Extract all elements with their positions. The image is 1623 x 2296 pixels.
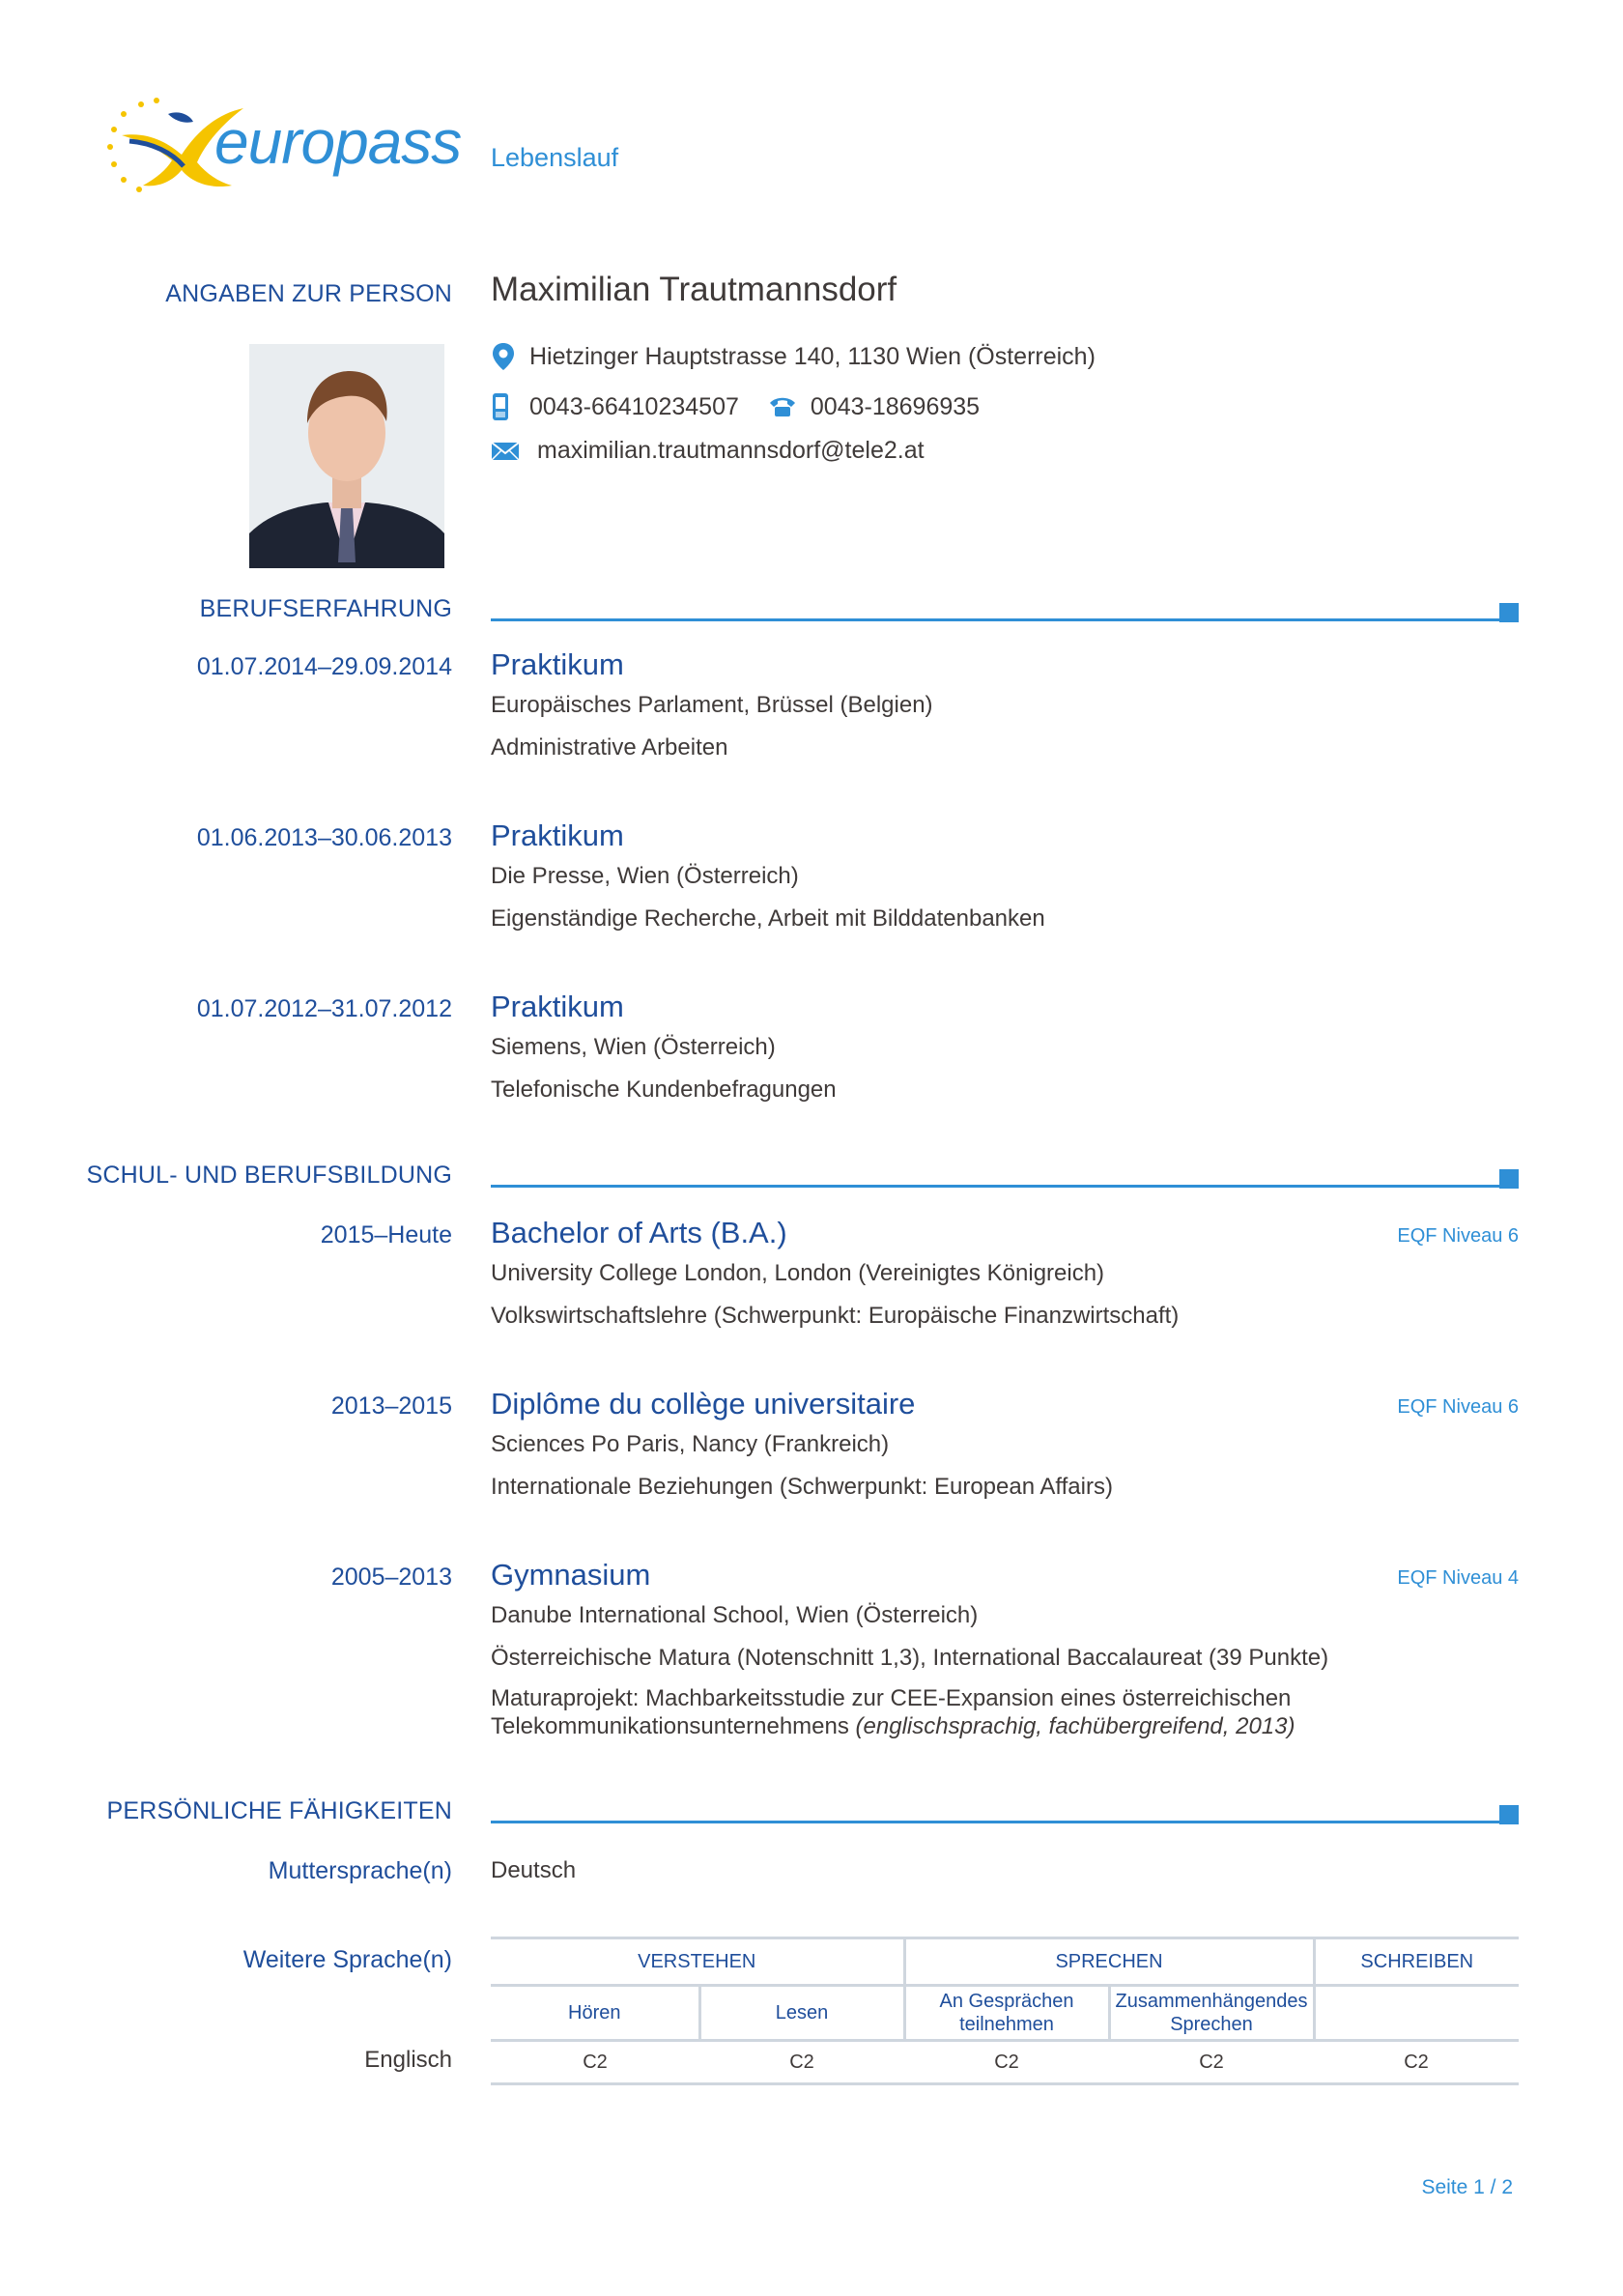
level-cell: C2: [491, 2041, 699, 2084]
experience-desc: Eigenständige Recherche, Arbeit mit Bilddatenbanken: [491, 905, 1045, 932]
mobile-phone-icon: [491, 392, 510, 421]
person-name: Maximilian Trautmannsdorf: [491, 271, 897, 308]
phone-row: [491, 392, 980, 421]
europass-logo: [100, 93, 460, 199]
sub-writing-empty: [1314, 1986, 1519, 2041]
sub-spoken-interaction-line1: An Gesprächen: [939, 1991, 1074, 2012]
section-divider-skills: [491, 1821, 1519, 1823]
envelope-icon: [491, 441, 520, 462]
section-divider-education: [491, 1185, 1519, 1188]
section-label-person: ANGABEN ZUR PERSON: [165, 280, 452, 307]
sub-spoken-production-line1: Zusammenhängendes: [1115, 1991, 1308, 2012]
education-date: 2005–2013: [330, 1564, 452, 1591]
address-row: [491, 342, 1096, 371]
experience-desc: Telefonische Kundenbefragungen: [491, 1076, 837, 1103]
section-label-skills: PERSÖNLICHE FÄHIGKEITEN: [106, 1797, 452, 1824]
telephone-number: 0043-18696935: [810, 392, 981, 420]
group-speaking: SPRECHEN: [904, 1938, 1314, 1986]
email-row: [491, 437, 925, 465]
experience-date: 01.07.2014–29.09.2014: [196, 653, 452, 680]
level-cell: C2: [904, 2041, 1109, 2084]
experience-date: 01.06.2013–30.06.2013: [196, 824, 452, 851]
sub-spoken-production-line2: Sprechen: [1170, 2014, 1253, 2035]
level-cell: C2: [699, 2041, 904, 2084]
experience-title: Praktikum: [491, 647, 624, 681]
telephone-icon: [768, 395, 797, 418]
group-understanding: VERSTEHEN: [491, 1938, 904, 1986]
education-org: Sciences Po Paris, Nancy (Frankreich): [491, 1431, 890, 1457]
section-marker-experience: [1499, 603, 1519, 622]
document-type: Lebenslauf: [491, 143, 619, 172]
education-project-text: Telekommunikationsunternehmens: [491, 1713, 849, 1739]
europass-wordmark: europass: [214, 107, 462, 177]
language-name: Englisch: [364, 2047, 452, 2073]
sub-spoken-interaction-line2: teilnehmen: [959, 2014, 1054, 2035]
experience-title: Praktikum: [491, 818, 624, 852]
eqf-level: EQF Niveau 6: [1397, 1225, 1519, 1247]
section-divider-experience: [491, 618, 1519, 621]
location-pin-icon: [491, 342, 516, 371]
mother-tongue-label: Muttersprache(n): [268, 1857, 452, 1884]
education-desc: Internationale Beziehungen (Schwerpunkt: European Affairs): [491, 1474, 1113, 1500]
eqf-level: EQF Niveau 4: [1397, 1567, 1519, 1589]
sub-reading: Lesen: [699, 1986, 904, 2041]
experience-org: Europäisches Parlament, Brüssel (Belgien): [491, 692, 933, 718]
section-label-education: SCHUL- UND BERUFSBILDUNG: [86, 1162, 452, 1189]
level-cell: C2: [1109, 2041, 1314, 2084]
level-cell: C2: [1314, 2041, 1519, 2084]
experience-title: Praktikum: [491, 990, 624, 1023]
language-table: [491, 1937, 1519, 2085]
experience-date: 01.07.2012–31.07.2012: [196, 995, 452, 1022]
other-languages-label: Weitere Sprache(n): [242, 1946, 452, 1973]
education-desc: Volkswirtschaftslehre (Schwerpunkt: Europäische Finanzwirtschaft): [491, 1303, 1180, 1329]
education-project-note: (englischsprachig, fachübergreifend, 2013): [855, 1713, 1296, 1739]
experience-desc: Administrative Arbeiten: [491, 734, 728, 761]
mobile-number: 0043-66410234507: [529, 392, 739, 420]
education-date: 2013–2015: [330, 1392, 452, 1420]
section-marker-skills: [1499, 1805, 1519, 1824]
section-label-experience: BERUFSERFAHRUNG: [199, 595, 452, 622]
education-title: Diplôme du collège universitaire: [491, 1387, 916, 1421]
eqf-level: EQF Niveau 6: [1397, 1396, 1519, 1418]
education-org: Danube International School, Wien (Österreich): [491, 1602, 979, 1628]
section-marker-education: [1499, 1169, 1519, 1189]
sub-listening: Hören: [491, 1986, 699, 2041]
education-title: Gymnasium: [491, 1558, 651, 1592]
address-text: Hietzinger Hauptstrasse 140, 1130 Wien (Österreich): [529, 342, 1096, 370]
sub-spoken-production: [1109, 1986, 1314, 2041]
group-writing: SCHREIBEN: [1314, 1938, 1519, 1986]
education-title: Bachelor of Arts (B.A.): [491, 1216, 787, 1249]
education-org: University College London, London (Vereinigtes Königreich): [491, 1260, 1105, 1286]
email-link[interactable]: maximilian.trautmannsdorf@tele2.at: [537, 437, 925, 464]
experience-org: Die Presse, Wien (Österreich): [491, 863, 799, 889]
experience-org: Siemens, Wien (Österreich): [491, 1034, 776, 1060]
profile-photo: [249, 344, 444, 568]
education-project-line2: [491, 1713, 1296, 1740]
sub-spoken-interaction: [904, 1986, 1109, 2041]
table-row: [491, 2041, 1519, 2084]
mother-tongue-value: Deutsch: [491, 1857, 577, 1883]
education-date: 2015–Heute: [320, 1221, 452, 1248]
page-number: Seite 1 / 2: [1421, 2176, 1513, 2198]
education-desc: Österreichische Matura (Notenschnitt 1,3), International Baccalaureat (39 Punkte): [491, 1645, 1329, 1671]
education-project-line1: Maturaprojekt: Machbarkeitsstudie zur CEE-Expansion eines österreichischen: [491, 1685, 1292, 1711]
